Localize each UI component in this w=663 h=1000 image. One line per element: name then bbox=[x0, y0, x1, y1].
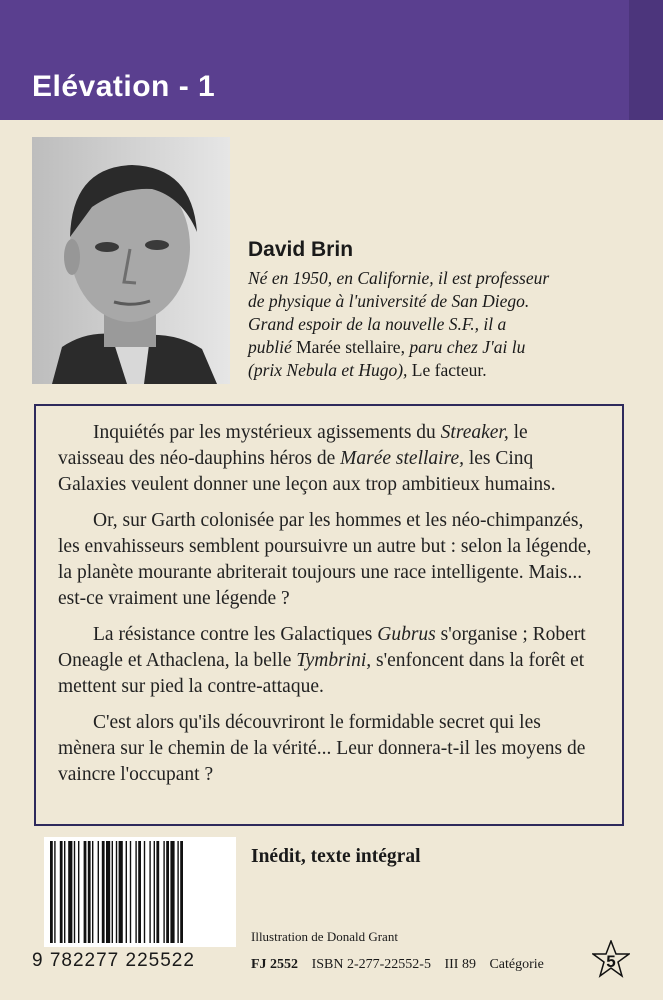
blurb-paragraph bbox=[58, 622, 598, 700]
barcode-bar bbox=[74, 841, 75, 943]
blurb-span: les Cinq Galaxies veulent donner une leçon aux trop ambitieux humains. bbox=[58, 448, 556, 495]
barcode-bar bbox=[126, 841, 127, 943]
barcode-bar bbox=[88, 841, 91, 943]
blurb-span: Inquiétés par les mystérieux agissements du bbox=[93, 422, 436, 443]
barcode-bar bbox=[144, 841, 145, 943]
bio-line: Grand espoir de la nouvelle S.F., il a bbox=[248, 314, 507, 334]
barcode-bar bbox=[68, 841, 72, 943]
blurb-span: s'enfoncent dans la forêt et mettent sur pied la contre-attaque. bbox=[58, 650, 585, 697]
barcode-bar bbox=[177, 841, 178, 943]
barcode-bar bbox=[149, 841, 150, 943]
author-photo bbox=[32, 137, 230, 384]
category-star-icon bbox=[592, 940, 630, 978]
isbn-text: ISBN 2-277-22552-5 bbox=[311, 957, 431, 972]
barcode-bar bbox=[135, 841, 136, 943]
catalog-code: FJ 2552 bbox=[251, 957, 299, 972]
book-title: Marée stellaire, bbox=[296, 337, 405, 357]
bio-line bbox=[248, 336, 633, 359]
barcode-bar bbox=[84, 841, 87, 943]
barcode-bar bbox=[106, 841, 110, 943]
blurb-text bbox=[58, 420, 598, 798]
bio-text: (prix Nebula et Hugo), bbox=[248, 360, 408, 380]
barcode-bar bbox=[60, 841, 63, 943]
species-name: Tymbrini, bbox=[296, 650, 372, 671]
barcode-bar bbox=[180, 841, 183, 943]
barcode-bar bbox=[98, 841, 99, 943]
blurb-paragraph: C'est alors qu'ils découvriront le formidable secret qui les mènera sur le chemin de la vérité... Leur donnera-t-il les moyens de vaincre l'occupant ? bbox=[58, 712, 586, 785]
category-label: Catégorie bbox=[489, 957, 544, 972]
illustration-credit: Illustration de Donald Grant bbox=[251, 929, 398, 944]
ship-name: Streaker, bbox=[440, 422, 509, 443]
barcode-bar bbox=[138, 841, 141, 943]
barcode-bar bbox=[102, 841, 105, 943]
inedit-label: Inédit, texte intégral bbox=[251, 846, 421, 867]
barcode-bar bbox=[119, 841, 123, 943]
category-number: 5 bbox=[606, 952, 616, 971]
barcode-bar bbox=[170, 841, 174, 943]
barcode-bar bbox=[92, 841, 93, 943]
blurb-span: le vaisseau des néo-dauphins héros de bbox=[58, 422, 528, 469]
bio-line: de physique à l'université de San Diego. bbox=[248, 291, 530, 311]
barcode-bar bbox=[50, 841, 53, 943]
author-bio bbox=[248, 267, 633, 382]
barcode-bar bbox=[116, 841, 117, 943]
barcode-bar bbox=[54, 841, 55, 943]
series-title: Elévation - 1 bbox=[32, 70, 216, 103]
edition-text: III 89 bbox=[444, 957, 476, 972]
barcode-bar bbox=[156, 841, 159, 943]
barcode-bar bbox=[78, 841, 79, 943]
barcode-bar bbox=[112, 841, 113, 943]
bio-text: paru chez J'ai lu bbox=[409, 337, 526, 357]
barcode-bar bbox=[64, 841, 65, 943]
bio-line bbox=[248, 359, 633, 382]
book-title: Le facteur. bbox=[411, 360, 487, 380]
book-title: Marée stellaire, bbox=[340, 448, 464, 469]
barcode-bar bbox=[130, 841, 131, 943]
author-name: David Brin bbox=[248, 238, 354, 261]
catalog-line bbox=[251, 957, 554, 973]
bio-line: Né en 1950, en Californie, il est professeur bbox=[248, 268, 550, 288]
blurb-span: La résistance contre les Galactiques bbox=[93, 624, 373, 645]
blurb-paragraph: Or, sur Garth colonisée par les hommes et les néo-chimpanzés, les envahisseurs semblent poursuivre un autre but : selon la légende, la planète mourante abriterait toujours une race intelligente. Mais... est-ce vraiment une légende ? bbox=[58, 510, 592, 609]
header-band-edge bbox=[629, 0, 663, 120]
barcode bbox=[44, 837, 236, 947]
barcode-bar bbox=[154, 841, 155, 943]
blurb-span: s'organise ; Robert Oneagle et Athaclena, la belle bbox=[58, 624, 586, 671]
barcode-bar bbox=[163, 841, 164, 943]
barcode-bar bbox=[166, 841, 169, 943]
bio-text: publié bbox=[248, 337, 292, 357]
barcode-digits: 9 782277 225522 bbox=[32, 950, 195, 971]
species-name: Gubrus bbox=[377, 624, 436, 645]
blurb-paragraph bbox=[58, 420, 598, 498]
